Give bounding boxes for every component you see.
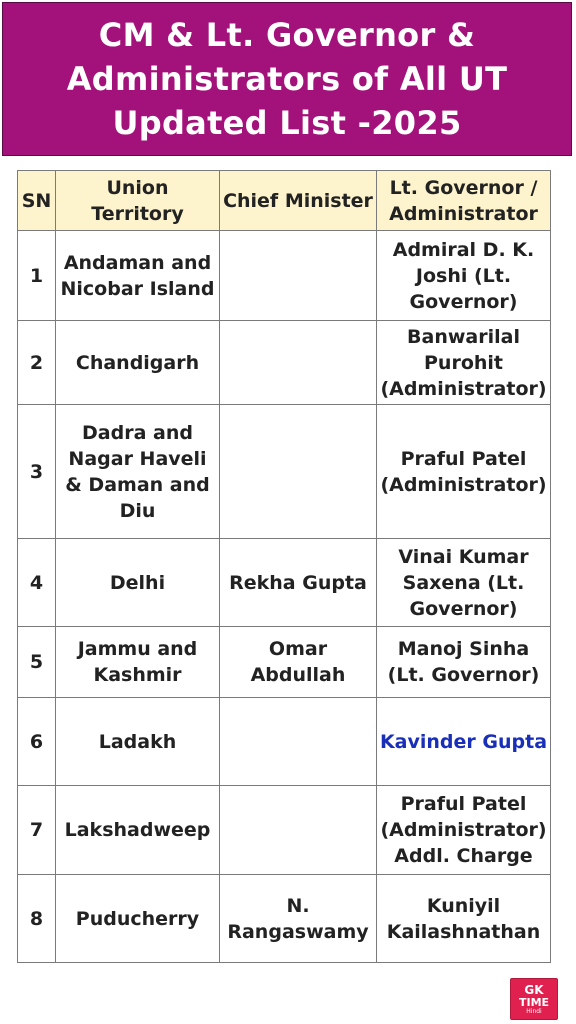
- logo-line-1: GK: [524, 982, 544, 997]
- table-row: [18, 321, 551, 405]
- cell-chief-minister: [220, 321, 377, 405]
- cell-governor: Manoj Sinha (Lt. Governor): [377, 627, 551, 698]
- cell-territory: Ladakh: [56, 698, 220, 786]
- cell-territory: Andaman and Nicobar Island: [56, 231, 220, 321]
- cell-governor: Admiral D. K. Joshi (Lt. Governor): [377, 231, 551, 321]
- cell-governor: Praful Patel (Administrator): [377, 405, 551, 539]
- table-row: [18, 231, 551, 321]
- table-row: [18, 786, 551, 875]
- cell-governor: Banwarilal Purohit (Administrator): [377, 321, 551, 405]
- cell-chief-minister: [220, 698, 377, 786]
- cell-chief-minister: N. Rangaswamy: [220, 875, 377, 963]
- cell-sn: 4: [18, 539, 56, 627]
- cell-territory: Puducherry: [56, 875, 220, 963]
- cell-territory: Delhi: [56, 539, 220, 627]
- cell-territory: Chandigarh: [56, 321, 220, 405]
- cell-governor: Kavinder Gupta: [377, 698, 551, 786]
- cell-sn: 1: [18, 231, 56, 321]
- cell-chief-minister: [220, 231, 377, 321]
- cell-governor: Praful Patel (Administrator) Addl. Charge: [377, 786, 551, 875]
- cell-sn: 5: [18, 627, 56, 698]
- cell-sn: 7: [18, 786, 56, 875]
- header-sn: SN: [18, 171, 56, 231]
- title-line-3: Updated List -2025: [112, 104, 462, 142]
- cell-chief-minister: Omar Abdullah: [220, 627, 377, 698]
- title-banner: [2, 2, 572, 156]
- header-union-territory: Union Territory: [56, 171, 220, 231]
- cell-chief-minister: Rekha Gupta: [220, 539, 377, 627]
- logo-line-3: Hindi: [526, 1007, 542, 1015]
- cell-governor: Vinai Kumar Saxena (Lt. Governor): [377, 539, 551, 627]
- table-header-row: [18, 171, 551, 231]
- cell-sn: 3: [18, 405, 56, 539]
- cell-chief-minister: [220, 786, 377, 875]
- title-line-1: CM & Lt. Governor &: [98, 16, 476, 54]
- cell-territory: Lakshadweep: [56, 786, 220, 875]
- table-row: [18, 875, 551, 963]
- table-row: [18, 627, 551, 698]
- table-row: [18, 698, 551, 786]
- ut-table: [17, 170, 551, 963]
- title-line-2: Administrators of All UT: [66, 60, 508, 98]
- logo-line-2: TIME: [518, 995, 550, 1009]
- cell-governor: Kuniyil Kailashnathan: [377, 875, 551, 963]
- header-lt-governor: Lt. Governor / Administrator: [377, 171, 551, 231]
- table-row: [18, 405, 551, 539]
- header-chief-minister: Chief Minister: [220, 171, 377, 231]
- cell-sn: 8: [18, 875, 56, 963]
- cell-sn: 2: [18, 321, 56, 405]
- cell-territory: Jammu and Kashmir: [56, 627, 220, 698]
- table-row: [18, 539, 551, 627]
- cell-sn: 6: [18, 698, 56, 786]
- cell-chief-minister: [220, 405, 377, 539]
- gk-time-logo: [510, 978, 558, 1020]
- cell-territory: Dadra and Nagar Haveli & Daman and Diu: [56, 405, 220, 539]
